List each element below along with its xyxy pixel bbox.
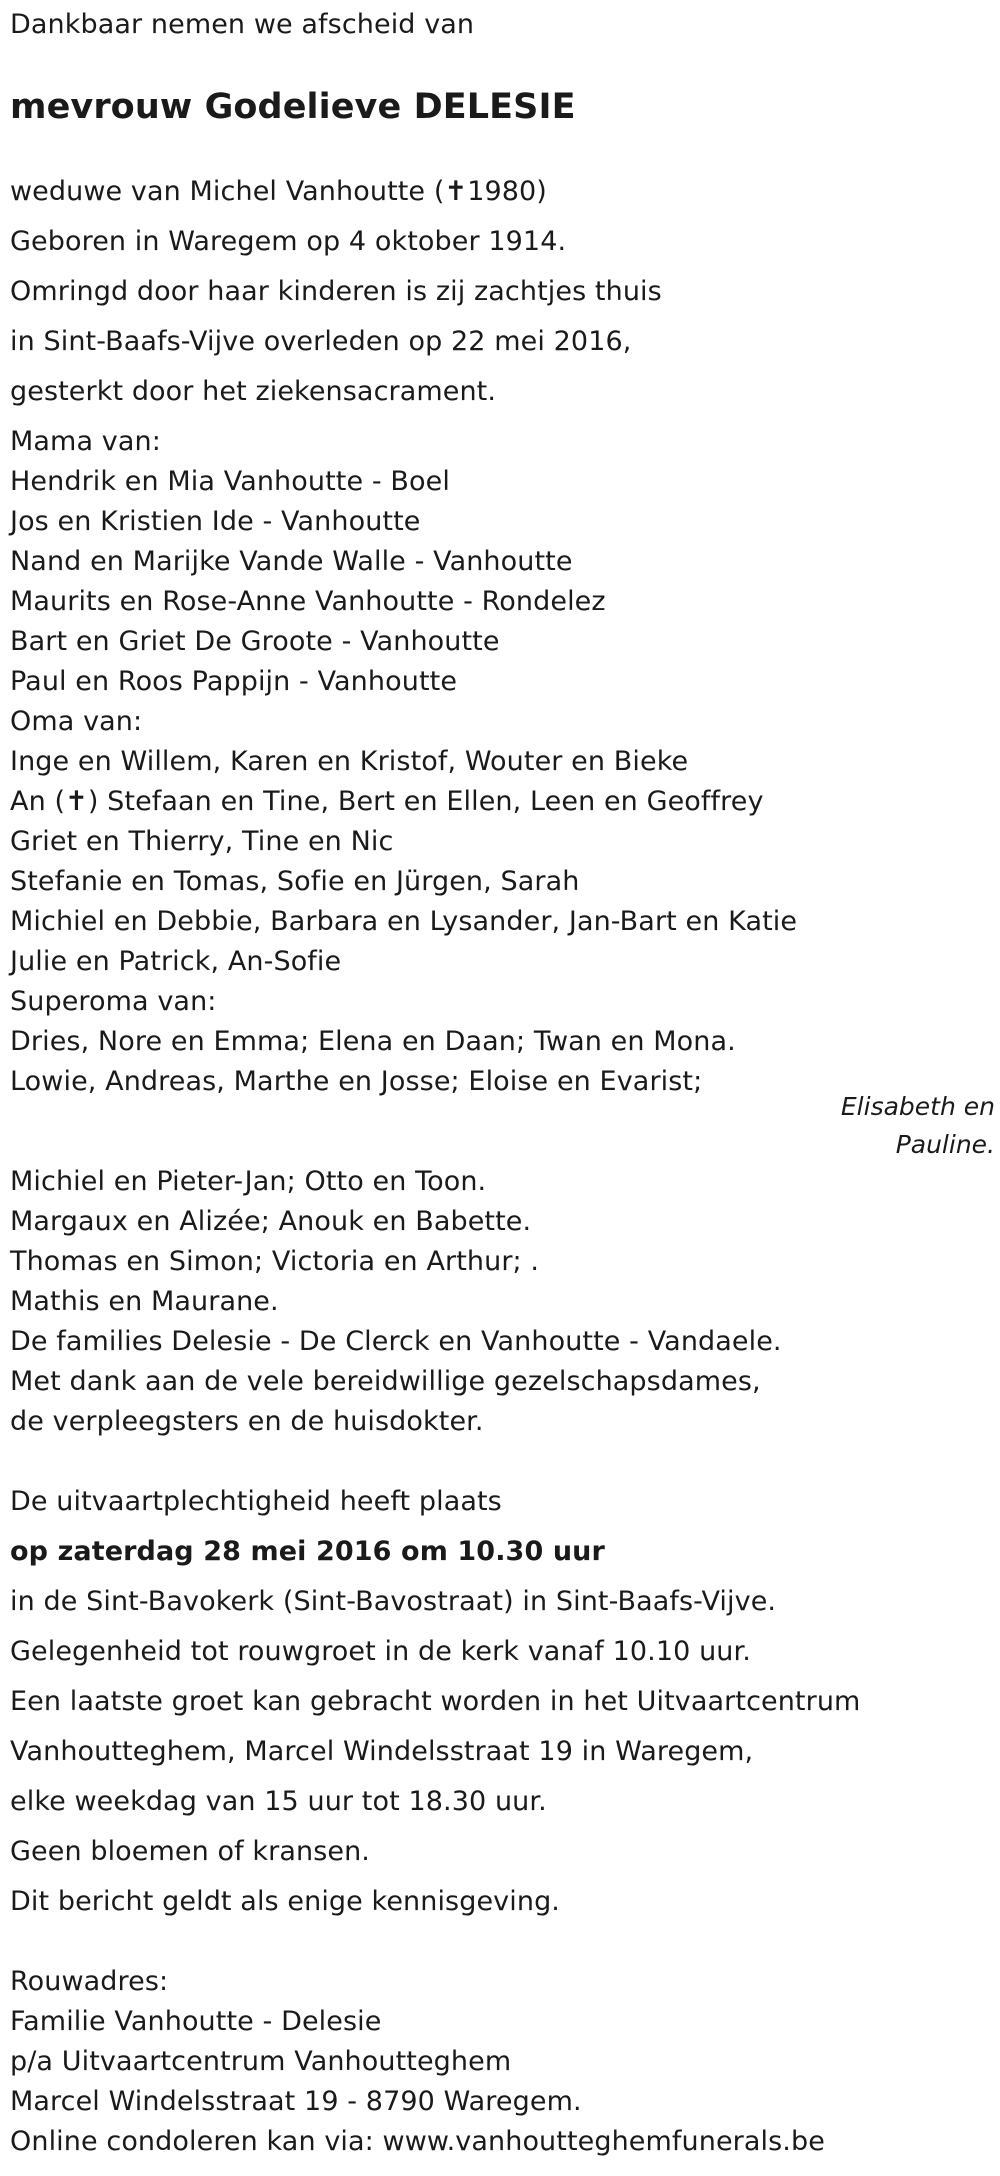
family-line: Thomas en Simon; Victoria en Arthur; . — [10, 1246, 540, 1277]
family-heading: Oma van: — [10, 706, 143, 737]
family-heading: Mama van: — [10, 426, 161, 457]
funeral-line: in de Sint-Bavokerk (Sint-Bavostraat) in Sint-Baafs-Vijve. — [10, 1586, 777, 1617]
bio-line: weduwe van Michel Vanhoutte (✝1980) — [10, 176, 547, 207]
address-line: p/a Uitvaartcentrum Vanhoutteghem — [10, 2046, 512, 2077]
family-line: Michiel en Pieter-Jan; Otto en Toon. — [10, 1166, 487, 1197]
family-line: de verpleegsters en de huisdokter. — [10, 1406, 484, 1437]
aside-line: Elisabeth en — [840, 1092, 995, 1121]
funeral-line: Dit bericht geldt als enige kennisgeving. — [10, 1886, 560, 1917]
bio-line: Geboren in Waregem op 4 oktober 1914. — [10, 226, 567, 257]
funeral-line: Gelegenheid tot rouwgroet in de kerk vanaf 10.10 uur. — [10, 1636, 751, 1667]
family-line: An (✝) Stefaan en Tine, Bert en Ellen, Leen en Geoffrey — [10, 786, 764, 817]
family-line: Margaux en Alizée; Anouk en Babette. — [10, 1206, 532, 1237]
family-line: Stefanie en Tomas, Sofie en Jürgen, Sarah — [10, 866, 580, 897]
funeral-line: elke weekdag van 15 uur tot 18.30 uur. — [10, 1786, 547, 1817]
family-line: Inge en Willem, Karen en Kristof, Wouter en Bieke — [10, 746, 689, 777]
condolence-link-line: Online condoleren kan via: www.vanhoutteghemfunerals.be — [10, 2126, 825, 2157]
family-line: Maurits en Rose-Anne Vanhoutte - Rondelez — [10, 586, 606, 617]
family-line: Dries, Nore en Emma; Elena en Daan; Twan en Mona. — [10, 1026, 736, 1057]
intro-text: Dankbaar nemen we afscheid van — [10, 9, 475, 40]
family-line: Hendrik en Mia Vanhoutte - Boel — [10, 466, 450, 497]
address-heading: Rouwadres: — [10, 1966, 169, 1997]
bio-line: gesterkt door het ziekensacrament. — [10, 376, 497, 407]
family-line: Griet en Thierry, Tine en Nic — [10, 826, 394, 857]
funeral-line: Een laatste groet kan gebracht worden in het Uitvaartcentrum — [10, 1686, 861, 1717]
family-line: Lowie, Andreas, Marthe en Josse; Eloise en Evarist; — [10, 1066, 703, 1097]
funeral-line: Geen bloemen of kransen. — [10, 1836, 370, 1867]
address-line: Familie Vanhoutte - Delesie — [10, 2006, 382, 2037]
family-line: Nand en Marijke Vande Walle - Vanhoutte — [10, 546, 573, 577]
family-line: Met dank aan de vele bereidwillige gezelschapsdames, — [10, 1366, 761, 1397]
funeral-line: Vanhoutteghem, Marcel Windelsstraat 19 in Waregem, — [10, 1736, 754, 1767]
bio-line: Omringd door haar kinderen is zij zachtjes thuis — [10, 276, 662, 307]
family-line: Paul en Roos Pappijn - Vanhoutte — [10, 666, 458, 697]
family-heading: Superoma van: — [10, 986, 217, 1017]
family-line: Julie en Patrick, An-Sofie — [10, 946, 342, 977]
funeral-date: op zaterdag 28 mei 2016 om 10.30 uur — [10, 1536, 605, 1567]
family-line: De families Delesie - De Clerck en Vanhoutte - Vandaele. — [10, 1326, 782, 1357]
deceased-name: mevrouw Godelieve DELESIE — [10, 87, 576, 127]
funeral-intro: De uitvaartplechtigheid heeft plaats — [10, 1486, 502, 1517]
family-line: Jos en Kristien Ide - Vanhoutte — [10, 506, 421, 537]
family-line: Michiel en Debbie, Barbara en Lysander, Jan-Bart en Katie — [10, 906, 798, 937]
aside-line: Pauline. — [895, 1130, 995, 1159]
family-line: Mathis en Maurane. — [10, 1286, 279, 1317]
bio-line: in Sint-Baafs-Vijve overleden op 22 mei 2016, — [10, 326, 632, 357]
address-line: Marcel Windelsstraat 19 - 8790 Waregem. — [10, 2086, 582, 2117]
family-line: Bart en Griet De Groote - Vanhoutte — [10, 626, 500, 657]
